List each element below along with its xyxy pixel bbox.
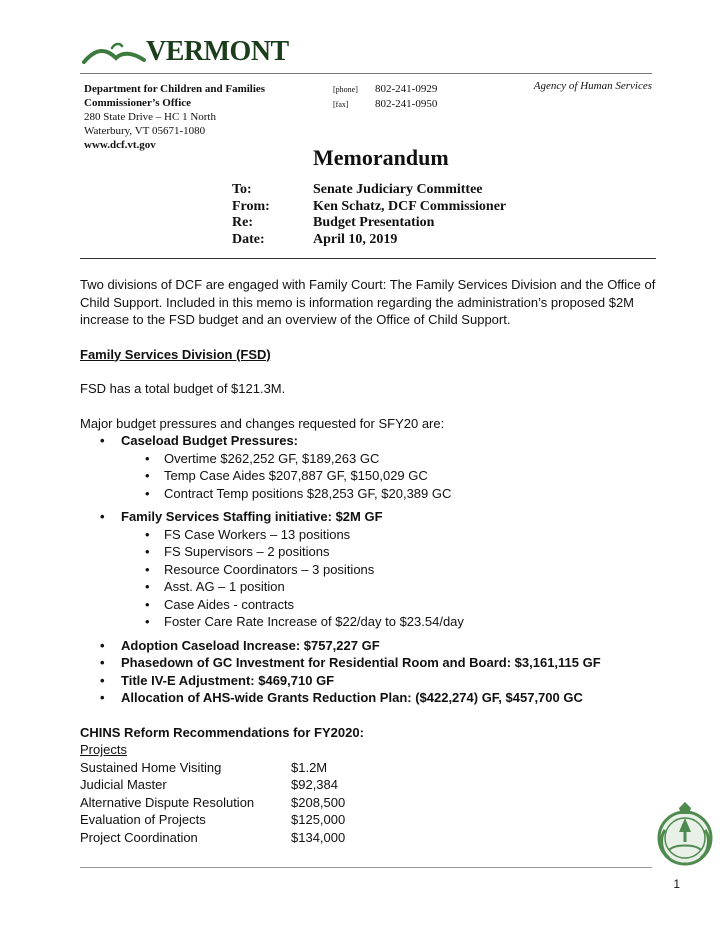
staffing-heading: Family Services Staffing initiative: $2M GF — [121, 509, 383, 524]
caseload-sublist — [121, 450, 680, 503]
project-amount: $208,500 — [291, 794, 346, 810]
address-line-1: 280 State Drive – HC 1 North — [84, 111, 216, 123]
projects-table — [80, 759, 680, 847]
list-item: • Adoption Caseload Increase: $757,227 GF — [80, 637, 680, 655]
memo-row-to — [232, 182, 506, 199]
table-row — [80, 829, 680, 847]
mountain-logo-icon — [82, 40, 148, 66]
contact-block — [333, 82, 437, 112]
table-row — [80, 759, 680, 777]
memo-header-table — [232, 182, 506, 248]
agency-name: Agency of Human Services — [533, 80, 652, 92]
chins-heading: CHINS Reform Recommendations for FY2020: — [80, 724, 364, 740]
list-item — [80, 432, 680, 502]
project-name: Alternative Dispute Resolution — [80, 794, 255, 810]
memo-label: Re: — [232, 215, 253, 230]
memo-value: Senate Judiciary Committee — [313, 182, 483, 197]
memo-label: From: — [232, 198, 270, 214]
list-item: • Foster Care Rate Increase of $22/day to $23.54/day — [121, 613, 680, 631]
memo-row-re — [232, 215, 506, 232]
memo-label: To: — [232, 182, 252, 197]
department-name: Department for Children and Families — [84, 83, 266, 95]
department-block — [84, 82, 265, 152]
pressures-intro: Major budget pressures and changes requested for SFY20 are: — [80, 415, 445, 431]
list-item: • Phasedown of GC Investment for Residential Room and Board: $3,161,115 GF — [80, 654, 680, 672]
project-amount: $125,000 — [291, 812, 346, 827]
project-name: Project Coordination — [80, 829, 198, 845]
memo-divider — [80, 258, 656, 259]
table-row — [80, 776, 680, 794]
fax-label: [fax] — [333, 100, 349, 109]
project-amount: $1.2M — [291, 759, 328, 775]
project-amount: $134,000 — [291, 829, 346, 845]
list-item: • FS Supervisors – 2 positions — [121, 543, 680, 561]
list-item: • Allocation of AHS-wide Grants Reduction Plan: ($422,274) GF, $457,700 GC — [80, 689, 680, 707]
logo-wordmark: VERMONT — [146, 36, 289, 67]
list-item: • Resource Coordinators – 3 positions — [121, 561, 680, 579]
list-item: • FS Case Workers – 13 positions — [121, 526, 680, 544]
projects-label: Projects — [80, 742, 127, 757]
office-name: Commissioner’s Office — [84, 97, 192, 109]
project-name: Judicial Master — [80, 777, 167, 792]
caseload-heading: Caseload Budget Pressures: — [121, 433, 299, 448]
memo-row-from — [232, 199, 506, 216]
header-divider — [80, 73, 652, 74]
list-item: • Case Aides - contracts — [121, 596, 680, 614]
state-seal-icon — [653, 800, 717, 870]
memo-title: Memorandum — [313, 145, 449, 170]
project-amount: $92,384 — [291, 777, 338, 792]
fax-number: 802-241-0950 — [375, 98, 438, 110]
vermont-logo — [82, 36, 289, 70]
list-item: • Contract Temp positions $28,253 GF, $20,389 GC — [121, 485, 680, 503]
list-item: • Title IV-E Adjustment: $469,710 GF — [80, 672, 680, 690]
list-item: • Temp Case Aides $207,887 GF, $150,029 GC — [121, 467, 680, 485]
intro-paragraph: Two divisions of DCF are engaged with Family Court: The Family Services Division and the Office of Child Support. Included in this memo is information regarding the administration’s proposed $2M increase to the FSD budget and an overview of the Office of Child Support. — [80, 277, 656, 327]
fsd-heading: Family Services Division (FSD) — [80, 346, 271, 362]
table-row — [80, 811, 680, 829]
address-line-2: Waterbury, VT 05671-1080 — [84, 125, 206, 137]
footer-divider — [80, 867, 652, 868]
phone-number: 802-241-0929 — [375, 83, 438, 95]
list-item: • Asst. AG – 1 position — [121, 578, 680, 596]
project-name: Sustained Home Visiting — [80, 759, 222, 775]
memo-body — [80, 276, 680, 846]
staffing-sublist — [121, 526, 680, 631]
phone-label: [phone] — [333, 85, 358, 94]
list-item — [80, 508, 680, 631]
memo-label: Date: — [232, 231, 265, 247]
table-row — [80, 794, 680, 812]
page-number: 1 — [673, 877, 680, 891]
pressure-list — [80, 432, 680, 707]
list-item: • Overtime $262,252 GF, $189,263 GC — [121, 450, 680, 468]
memo-value: Ken Schatz, DCF Commissioner — [313, 198, 507, 214]
memo-value: April 10, 2019 — [313, 231, 398, 247]
project-name: Evaluation of Projects — [80, 812, 206, 827]
fsd-total: FSD has a total budget of $121.3M. — [80, 381, 286, 396]
memo-row-date — [232, 232, 506, 249]
state-seal — [653, 800, 717, 870]
website-link[interactable]: www.dcf.vt.gov — [84, 139, 156, 151]
memo-value: Budget Presentation — [313, 215, 435, 230]
